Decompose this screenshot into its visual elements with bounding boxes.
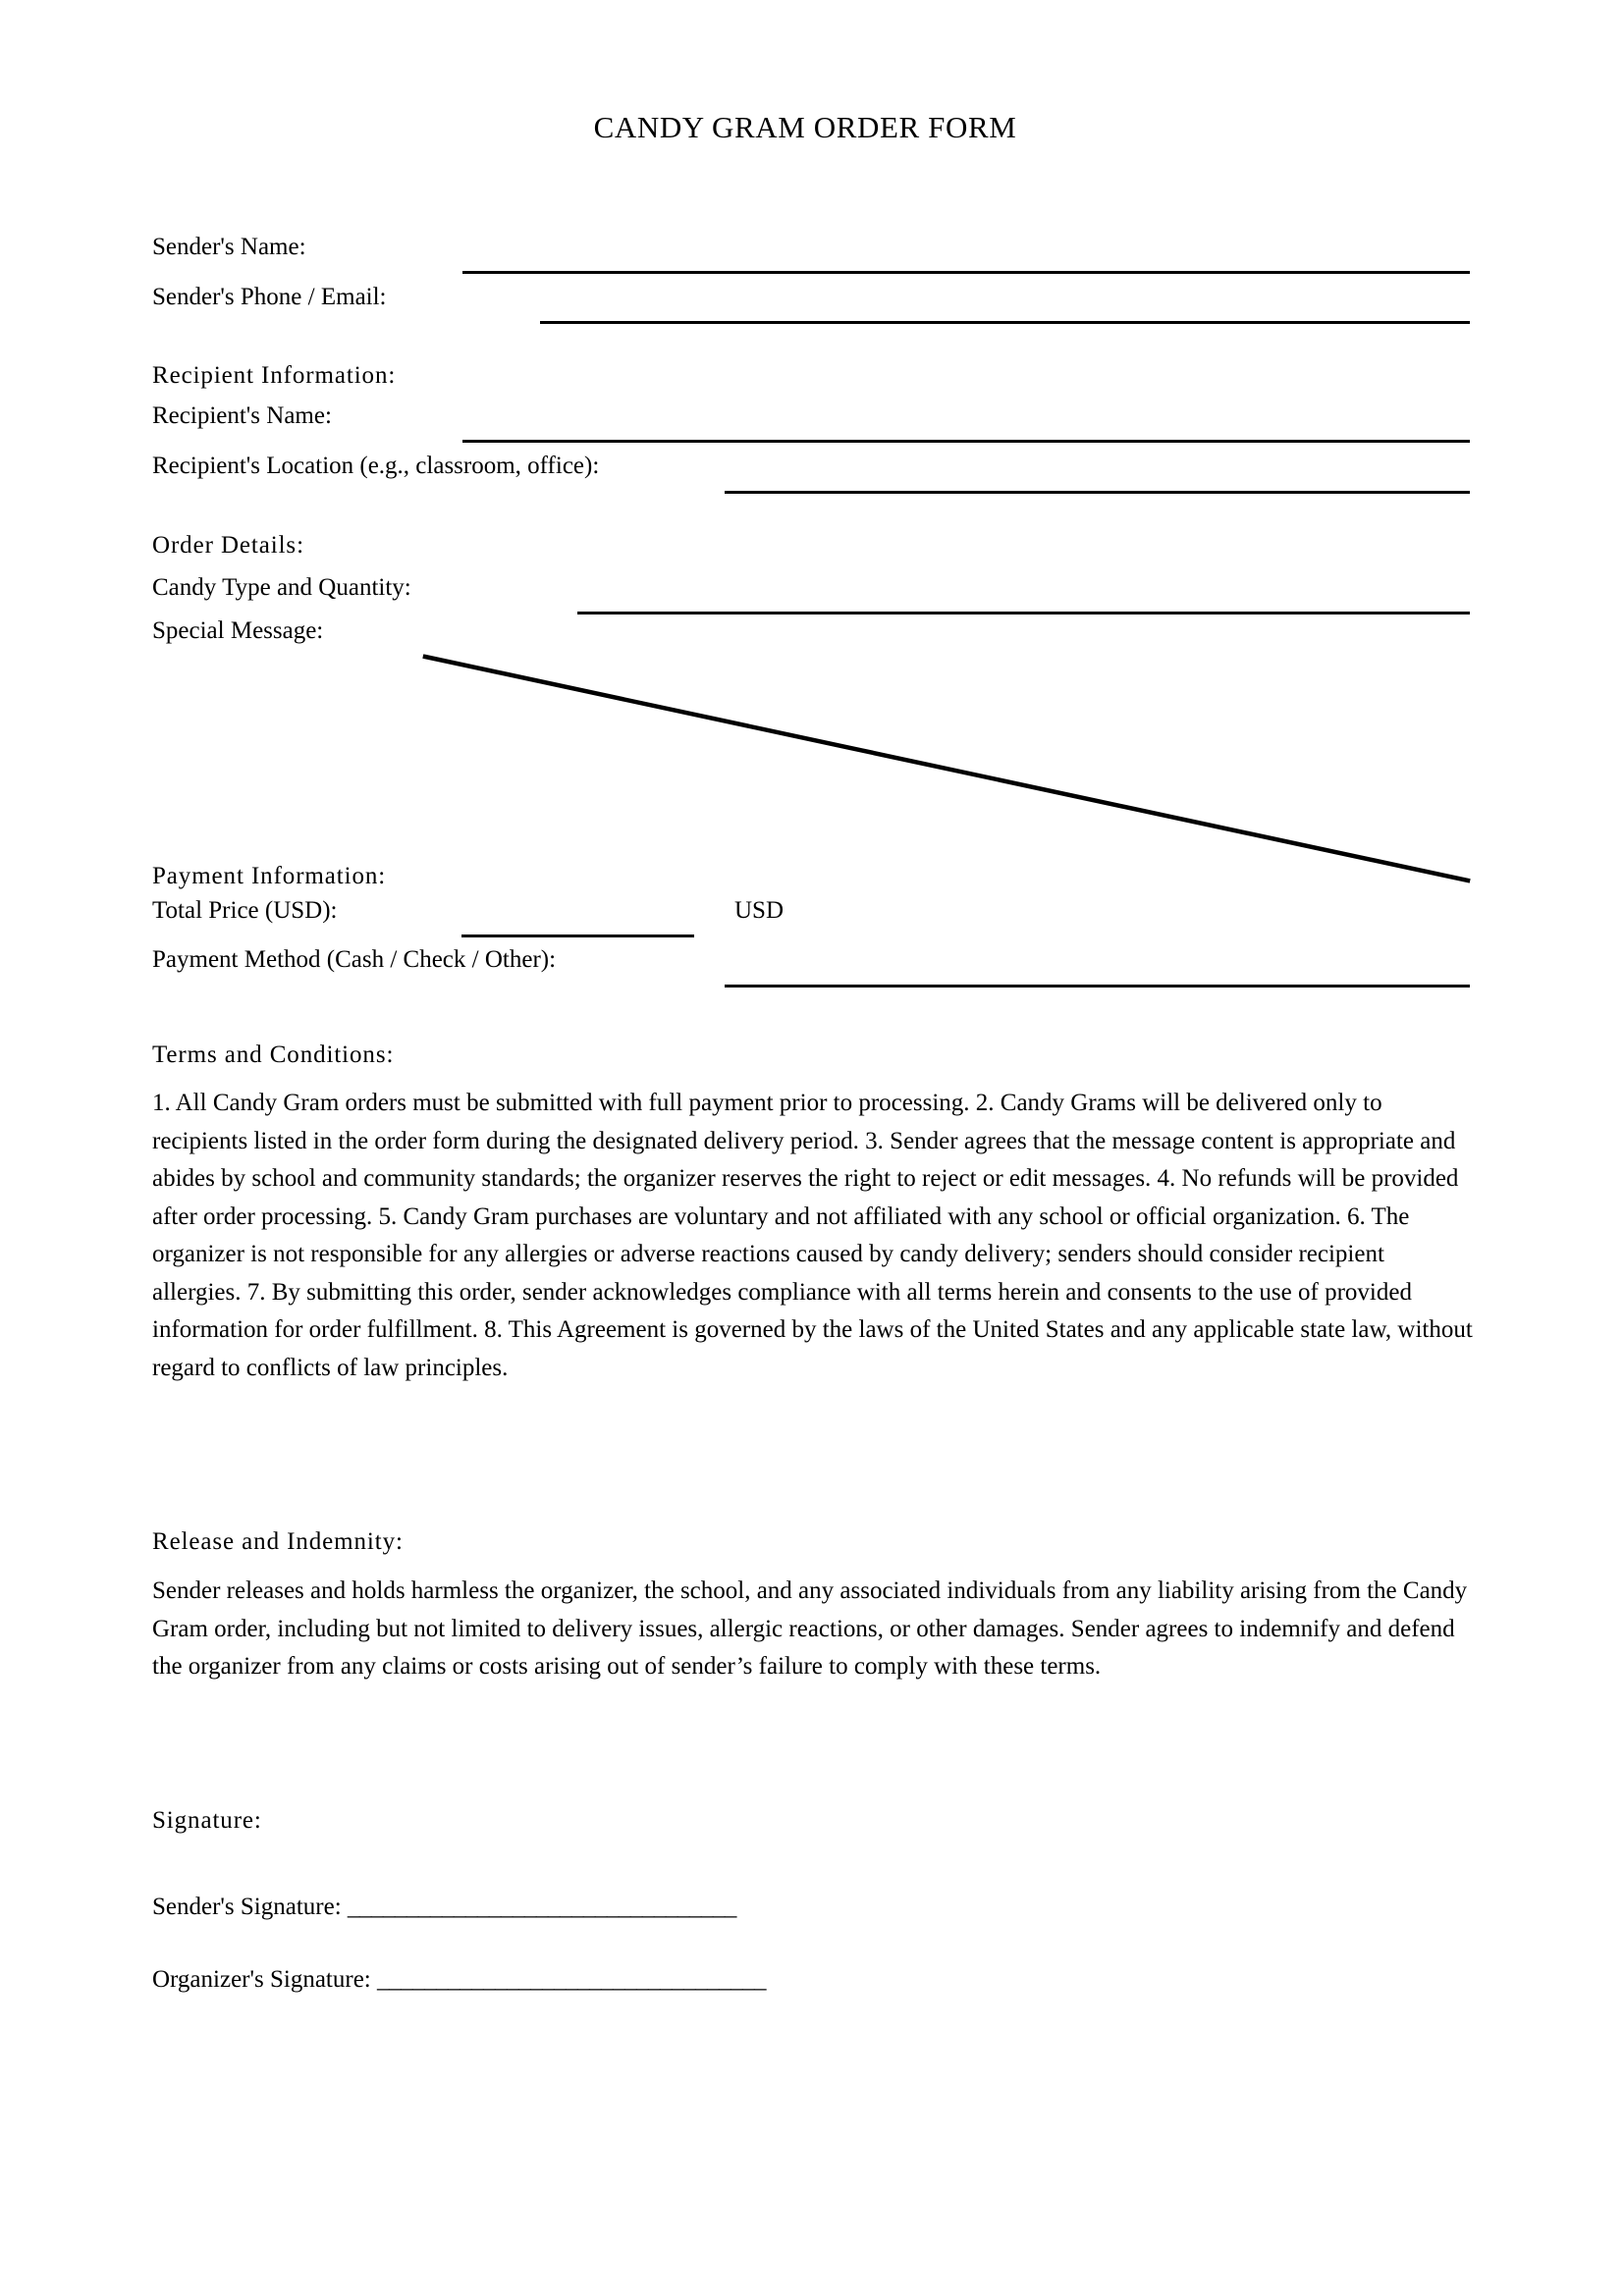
total-price-currency-suffix: USD <box>734 897 785 924</box>
candy-type-quantity-label: Candy Type and Quantity: <box>152 574 411 601</box>
total-price-field-line[interactable] <box>461 934 694 937</box>
release-and-indemnity-body: Sender releases and holds harmless the organizer, the school, and any associated individuals from any liability arising from the Candy Gram order, including but not limited to delivery issues, allergic reactions, or other damages. Sender agrees to indemnify and defend the organizer from any claims or costs arising out of sender’s failure to comply with these terms. <box>152 1577 1468 1680</box>
senders-name-field-line[interactable] <box>462 271 1470 274</box>
senders-signature-row[interactable] <box>152 1893 736 1922</box>
senders-signature-blank[interactable]: _________________________________ <box>347 1894 736 1920</box>
senders-name-label: Sender's Name: <box>152 234 306 260</box>
candy-type-quantity-field-line[interactable] <box>577 612 1470 614</box>
signature-heading: Signature: <box>152 1807 262 1834</box>
recipients-name-field-line[interactable] <box>462 440 1470 443</box>
payment-information-heading: Payment Information: <box>152 863 387 889</box>
terms-and-conditions-body: 1. All Candy Gram orders must be submitted with full payment prior to processing. 2. Candy Grams will be delivered only to recipients listed in the order form during the designated delivery period. 3. Sender agrees that the message content is appropriate and abides by school and community standards; the organizer reserves the right to reject or edit messages. 4. No refunds will be provided after order processing. 5. Candy Gram purchases are voluntary and not affiliated with any school or official organization. 6. The organizer is not responsible for any allergies or adverse reactions caused by candy delivery; senders should consider recipient allergies. 7. By submitting this order, sender acknowledges compliance with all terms herein and consents to the use of provided information for order fulfillment. 8. This Agreement is governed by the laws of the United States and any applicable state law, without regard to conflicts of law principles. <box>152 1090 1473 1381</box>
organizers-signature-blank[interactable]: _________________________________ <box>376 1966 766 1993</box>
organizers-signature-row[interactable] <box>152 1965 766 1995</box>
payment-method-field-line[interactable] <box>725 985 1470 988</box>
special-message-label: Special Message: <box>152 617 324 644</box>
recipient-information-heading: Recipient Information: <box>152 362 397 389</box>
payment-method-label: Payment Method (Cash / Check / Other): <box>152 946 557 973</box>
terms-and-conditions-heading: Terms and Conditions: <box>152 1041 395 1068</box>
senders-contact-label: Sender's Phone / Email: <box>152 284 387 310</box>
recipients-location-label: Recipient's Location (e.g., classroom, office): <box>152 453 600 479</box>
page-title: CANDY GRAM ORDER FORM <box>593 110 1017 144</box>
senders-contact-field-line[interactable] <box>540 321 1470 324</box>
recipients-name-label: Recipient's Name: <box>152 402 332 429</box>
total-price-label: Total Price (USD): <box>152 897 338 924</box>
release-and-indemnity-heading: Release and Indemnity: <box>152 1528 404 1555</box>
organizers-signature-label: Organizer's Signature: <box>152 1966 371 1993</box>
recipients-location-field-line[interactable] <box>725 491 1470 494</box>
order-details-heading: Order Details: <box>152 532 304 559</box>
senders-signature-label: Sender's Signature: <box>152 1894 342 1920</box>
